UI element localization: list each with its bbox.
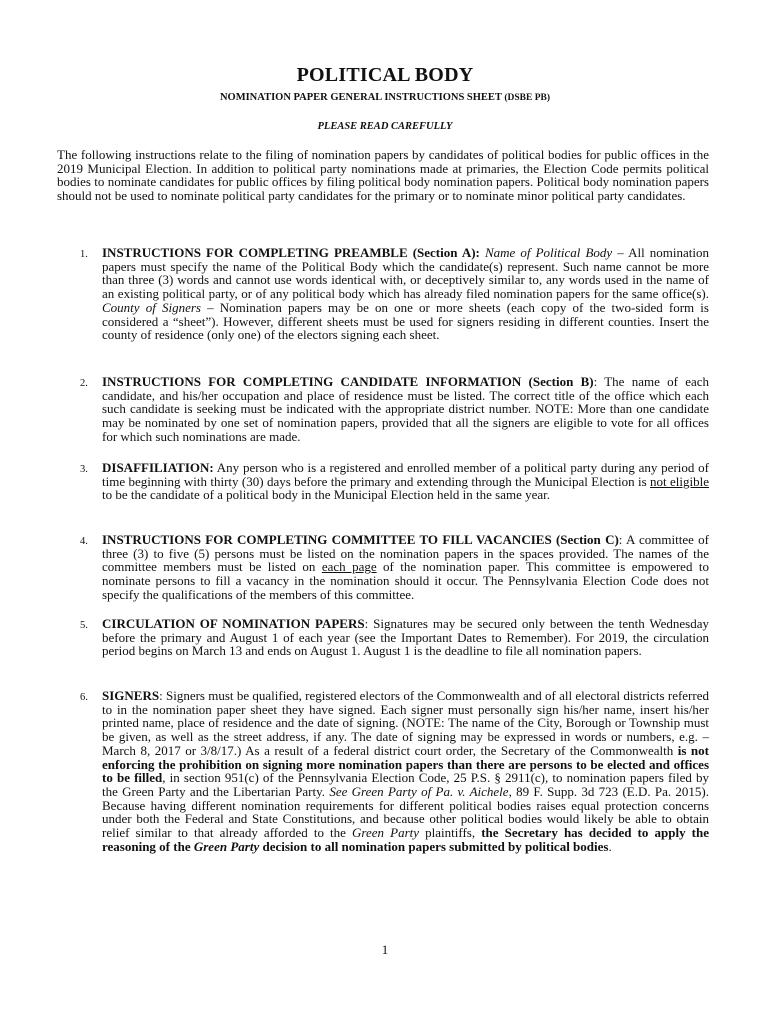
item-text: . — [608, 838, 612, 854]
bold-text: decision to all nomination papers submitted by political bodies — [259, 838, 609, 854]
item-text: Any person who is a registered and enrolled member of a political party during any period of time beginning with thirty (30) days before the primary and extending through the Municipal Election is — [102, 460, 709, 489]
intro-paragraph: The following instructions relate to the filing of nomination papers by candidates of political bodies for public offices in the 2019 Municipal Election. In addition to political party nominations made at primaries, the Election Code permits political bodies to nominate candidates for public offices by filing political body nomination papers. Political body nomination papers should not be used to nominate political party candidates for the primary or to nominate minor political party candidates. — [57, 147, 709, 204]
item-heading: CIRCULATION OF NOMINATION PAPERS — [102, 616, 365, 631]
item-text: : Signers must be qualified, registered electors of the Commonwealth and of all electoral districts referred to in the nomination paper sheet they have signed. Each signer must personally sign his/her name, insert his/her printed name, place of residence and the date of signing. (NOTE: The name of the City, Borough or Township must be given, as well as the street address, if any. The date of signing may be expressed in words or numbers, e.g. – March 8, 2017 or 3/8/17.) As a result of a federal district court order, the Secretary of the Commonwealth — [102, 688, 709, 758]
page-number: 1 — [381, 942, 389, 957]
item-text: of the nomination paper. This committee is empowered to nominate persons to fill a vacancy in the nomination should it occur. The Pennsylvania Election Code does not specify the qualifications of the members of this committee. — [102, 559, 709, 602]
item-heading: INSTRUCTIONS FOR COMPLETING COMMITTEE TO FILL VACANCIES (Section C) — [102, 532, 619, 547]
page-title: POLITICAL BODY — [296, 64, 474, 86]
bold-text: the Secretary has decided to apply the reasoning of the — [102, 825, 710, 854]
item-heading: SIGNERS — [102, 688, 160, 703]
item-body — [102, 375, 709, 444]
item-text: – All nomination papers must specify the name of the Political Body which the candidate(s) represent. Such name cannot be more than three (3) words and cannot use words identical with, or deceptively similar to, any words used in the name of an existing political party, or of any political body which has already filed nomination papers for the same office(s). — [102, 245, 710, 302]
subtitle-main: NOMINATION PAPER GENERAL INSTRUCTIONS SHEET — [219, 92, 505, 103]
item-number: 4. — [80, 536, 88, 547]
item-text: – Nomination papers may be on one or more sheets (each copy of the two-sided form is considered a “sheet”). However, different sheets must be used for signers residing in different counties. Insert the county of residence (only one) of the electors signing each sheet. — [102, 299, 709, 343]
item-text: : Signatures may be secured only between the tenth Wednesday before the primary and August 1 of each year (see the Important Dates to Remember). For 2019, the circulation period begins on March 13 and ends on August 1. August 1 is the deadline to file all nomination papers. — [102, 616, 709, 659]
item-number: 3. — [80, 464, 88, 475]
item-number: 5. — [80, 620, 88, 631]
item-body — [102, 689, 709, 853]
italic-text: Green Party — [352, 825, 420, 841]
item-text: , 89 F. Supp. 3d 723 (E.D. Pa. 2015). Because having different nomination requirements for different political bodies raises equal protection concerns under both the Federal and State Constitutions, and because other political bodies would likely be able to obtain relief similar to that already afforded to the — [102, 783, 709, 841]
underlined-text: each page — [321, 559, 377, 575]
item-text: : A committee of three (3) to five (5) persons must be listed on the nomination papers in the spaces provided. The names of the committee members must be listed on — [102, 532, 709, 575]
item-body — [102, 246, 709, 342]
read-carefully-notice: PLEASE READ CAREFULLY — [317, 121, 453, 132]
page-subtitle — [0, 92, 770, 103]
item-text: , in section 951(c) of the Pennsylvania Election Code, 25 P.S. § 2911(c), to nomination papers filed by the Green Party and the Libertarian Party. — [102, 770, 709, 799]
item-body — [102, 533, 709, 602]
form-code: (DSBE PB) — [504, 93, 551, 103]
item-body — [102, 617, 709, 658]
underlined-text: not eligible — [650, 473, 709, 489]
item-body — [102, 461, 709, 502]
item-text: to be the candidate of a political body in the Municipal Election held in the same year. — [102, 487, 550, 503]
item-heading: INSTRUCTIONS FOR COMPLETING CANDIDATE INFORMATION (Section B) — [102, 374, 594, 389]
bold-text: is not enforcing the prohibition on signing more nomination papers than there are persons to be elected and offices to be filled — [102, 742, 709, 786]
case-citation: See Green Party of Pa. v. Aichele — [329, 783, 509, 799]
item-text: : The name of each candidate, and his/her occupation and place of residence must be listed. The correct title of the office which each such candidate is seeking must be indicated with the appropriate district number. NOTE: More than one candidate may be nominated by one set of nomination papers, provided that all the signers are eligible to vote for all offices for which such nominations are made. — [102, 374, 709, 444]
item-subheading: County of Signers — [102, 299, 201, 315]
bold-italic-text: Green Party — [193, 838, 260, 854]
item-text: plaintiffs, — [419, 825, 482, 841]
item-number: 2. — [80, 378, 88, 389]
item-subheading: Name of Political Body — [484, 245, 613, 260]
item-number: 1. — [80, 249, 88, 260]
item-number: 6. — [80, 692, 88, 703]
item-heading: INSTRUCTIONS FOR COMPLETING PREAMBLE (Section A): — [102, 245, 480, 260]
item-heading: DISAFFILIATION: — [102, 460, 214, 475]
